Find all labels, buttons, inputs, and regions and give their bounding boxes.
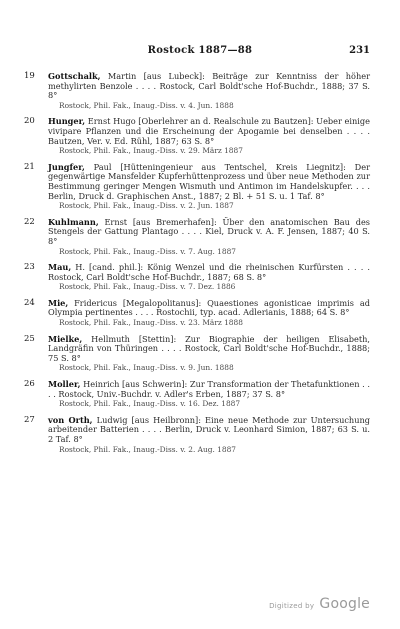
entry-text: Heinrich [aus Schwerin]: Zur Transformation der Thetafunktionen . . . . Rostock, Univ.-Buchdr. v. Adler's Erben, 1887; 37 S. 8°: [48, 379, 370, 399]
entry-text: Fridericus [Megalopolitanus]: Quaestiones agonisticae imprimis ad Olympia pertinentes . . . . Rostochii, typ. acad. Adlerianis, 1888; 64 S. 8°: [48, 297, 370, 318]
bibliography-entry: [0, 263, 400, 292]
bibliography-entry: [0, 380, 400, 409]
bibliography-entry: [0, 163, 400, 211]
entry-author: Kuhlmann,: [48, 216, 99, 227]
google-logo: Google: [319, 596, 370, 612]
entry-author: Gottschalk,: [48, 71, 101, 81]
entry-text: Ernst [aus Bremerhafen]: Über den anatomischen Bau des Stengels der Gattung Plantago . . . . Kiel, Druck v. A. F. Jensen, 1887; 40 S. 8°: [48, 216, 370, 246]
entry-citation: [48, 299, 370, 318]
bibliography-entry: [0, 299, 400, 328]
watermark-prefix: Digitized by: [269, 602, 315, 610]
entry-author: Moller,: [48, 379, 81, 390]
entry-author: Mie,: [48, 297, 69, 308]
bibliography-entry: [0, 117, 400, 155]
entry-dissertation-note: Rostock, Phil. Fak., Inaug.-Diss. v. 7. Dez. 1886: [59, 282, 236, 292]
entry-text: Martin [aus Lubeck]: Beiträge zur Kenntniss der höher methylirten Benzole . . . . Rostock, Carl Boldt'sche Hof-Buchdr., 1888; 37 S. 8°: [48, 71, 370, 101]
running-header: [0, 45, 400, 59]
entry-dissertation-note: Rostock, Phil. Fak., Inaug.-Diss. v. 16. Dez. 1887: [59, 399, 241, 409]
bibliography-entry: [0, 335, 400, 373]
entry-citation: [48, 263, 370, 282]
entry-citation: [48, 218, 370, 247]
bibliography-entry: [0, 72, 400, 110]
entry-author: von Orth,: [48, 414, 93, 425]
entry-dissertation-note: Rostock, Phil. Fak., Inaug.-Diss. v. 7. Aug. 1887: [59, 246, 236, 256]
entry-number: 25: [24, 333, 35, 344]
entry-dissertation-note: Rostock, Phil. Fak., Inaug.-Diss. v. 23. März 1888: [59, 318, 243, 328]
entry-text: Ernst Hugo [Oberlehrer an d. Realschule zu Bautzen]: Ueber einige vivipare Pflanzen und die Erscheinung der Apogamie bei denselben . . . . Bautzen, Ver. v. Ed. Rühl, 1887; 63 S. 8°: [48, 116, 370, 146]
entry-dissertation-note: Rostock, Phil. Fak., Inaug.-Diss. v. 2. Aug. 1887: [59, 444, 236, 454]
entry-author: Mielke,: [48, 333, 83, 344]
entry-citation: [48, 380, 370, 399]
entry-number: 27: [24, 414, 35, 425]
entry-number: 21: [24, 161, 35, 172]
entry-number: 24: [24, 297, 35, 308]
page-number: 231: [349, 45, 370, 56]
entry-citation: [48, 117, 370, 146]
entry-dissertation-note: Rostock, Phil. Fak., Inaug.-Diss. v. 29. März 1887: [59, 146, 243, 156]
entry-number: 26: [24, 379, 35, 390]
entry-citation: [48, 335, 370, 364]
entry-dissertation-note: Rostock, Phil. Fak., Inaug.-Diss. v. 2. Jun. 1887: [59, 201, 234, 211]
entry-text: Ludwig [aus Heilbronn]: Eine neue Methode zur Untersuchung arbeitender Batterien . . . . Berlin, Druck v. Leonhard Simion, 1887; 63 S. u. 2 Taf. 8°: [48, 414, 370, 444]
entry-dissertation-note: Rostock, Phil. Fak., Inaug.-Diss. v. 9. Jun. 1888: [59, 363, 234, 373]
bibliography-entry: [0, 218, 400, 256]
entry-author: Mau,: [48, 262, 72, 273]
entry-number: 20: [24, 116, 35, 127]
running-title: Rostock 1887—88: [147, 45, 253, 56]
bibliography-entry: [0, 416, 400, 454]
entry-text: H. [cand. phil.]: König Wenzel und die rheinischen Kurfürsten . . . . Rostock, Carl Boldt'sche Hof-Buchdr., 1887; 68 S. 8°: [48, 262, 370, 282]
entry-author: Jungfer,: [48, 161, 85, 172]
entry-number: 22: [24, 216, 35, 227]
entry-dissertation-note: Rostock, Phil. Fak., Inaug.-Diss. v. 4. Jun. 1888: [59, 100, 234, 110]
digitized-watermark: [269, 593, 370, 612]
entry-author: Hunger,: [48, 116, 86, 127]
entry-citation: [48, 72, 370, 101]
bibliography-list: [0, 72, 400, 461]
entry-number: 19: [24, 71, 35, 81]
entry-text: Paul [Hütteningenieur aus Tentschel, Kreis Liegnitz]: Der gegenwärtige Mansfelder Kupferhüttenprozess und über neue Methoden zur Bestimmung geringer Mengen Wismuth und Antimon im Handelskupfer. . . . Berlin, Druck d. Graphischen Anst., 1887; 2 Bl. + 51 S. u. 1 Taf. 8°: [48, 161, 370, 201]
entry-text: Hellmuth [Stettin]: Zur Biographie der heiligen Elisabeth, Landgräfin von Thüringen . . . . Rostock, Carl Boldt'sche Hof-Buchdr., 1888; 75 S. 8°: [48, 333, 370, 363]
entry-citation: [48, 163, 370, 201]
entry-number: 23: [24, 262, 35, 273]
entry-citation: [48, 416, 370, 445]
